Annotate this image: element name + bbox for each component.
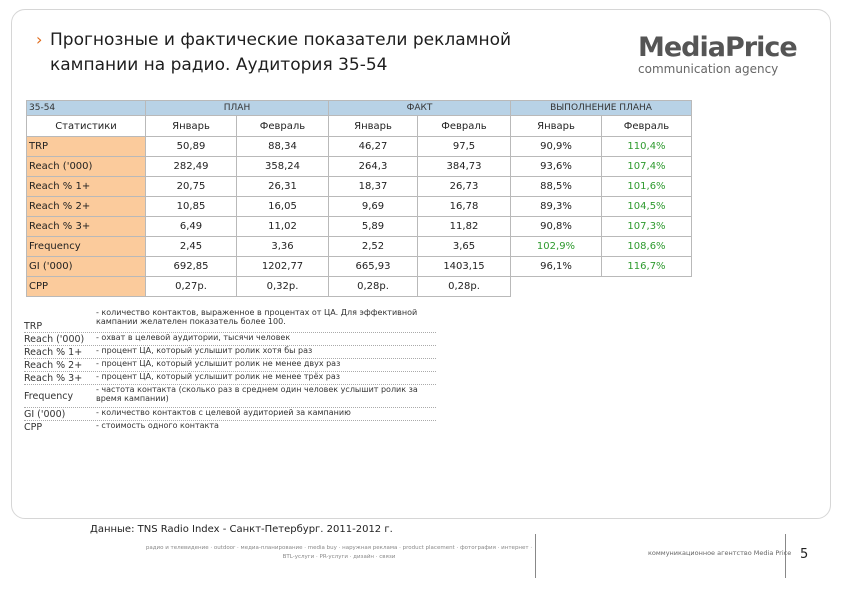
table-cell: 104,5%: [602, 197, 692, 217]
table-header-row: [27, 101, 692, 116]
glossary-item: [24, 372, 436, 385]
header-month: Январь: [329, 116, 418, 137]
table-cell: 93,6%: [511, 157, 602, 177]
header-month: Февраль: [237, 116, 329, 137]
glossary-term: Reach ('000): [24, 334, 85, 345]
table-cell: 97,5: [418, 137, 511, 157]
header-audience: 35-54: [27, 101, 146, 116]
row-label: Reach % 2+: [27, 197, 146, 217]
glossary-item: [24, 333, 436, 346]
table-row: [27, 217, 692, 237]
empty-cell: [511, 277, 602, 297]
footer-divider: [535, 534, 536, 578]
row-label: Reach % 1+: [27, 177, 146, 197]
glossary-term: Frequency: [24, 391, 74, 402]
table-cell: 2,45: [146, 237, 237, 257]
table-row: [27, 177, 692, 197]
footer-agency: коммуникационное агентство Media Price: [648, 549, 792, 557]
row-label: TRP: [27, 137, 146, 157]
table-row: [27, 157, 692, 177]
title-arrow-icon: ›: [36, 30, 43, 49]
table-cell: 110,4%: [602, 137, 692, 157]
table-row: [27, 257, 692, 277]
table-row: [27, 197, 692, 217]
header-month: Январь: [146, 116, 237, 137]
glossary-definition: - количество контактов с целевой аудиторией за кампанию: [96, 408, 351, 417]
data-source: Данные: TNS Radio Index - Санкт-Петербург. 2011-2012 г.: [90, 524, 393, 535]
table-cell: 26,73: [418, 177, 511, 197]
glossary-term: GI ('000): [24, 409, 66, 420]
glossary-term: Reach % 2+: [24, 360, 83, 371]
header-fact: ФАКТ: [329, 101, 511, 116]
table-cell: 89,3%: [511, 197, 602, 217]
table-cell: 0,27р.: [146, 277, 237, 297]
table-subheader-row: [27, 116, 692, 137]
glossary-term: Reach % 3+: [24, 373, 83, 384]
table-cell: 26,31: [237, 177, 329, 197]
media-price-logo: [638, 34, 808, 76]
table-row: [27, 277, 692, 297]
table-row: [27, 137, 692, 157]
logo-main-text: MediaPrice: [638, 32, 797, 63]
table-row: [27, 237, 692, 257]
table-cell: 18,37: [329, 177, 418, 197]
table-cell: 96,1%: [511, 257, 602, 277]
table-cell: 11,02: [237, 217, 329, 237]
glossary-item: [24, 408, 436, 421]
glossary-item: [24, 385, 436, 408]
header-month: Январь: [511, 116, 602, 137]
table-cell: 16,05: [237, 197, 329, 217]
table-cell: 20,75: [146, 177, 237, 197]
glossary-definition: - процент ЦА, который услышит ролик хотя бы раз: [96, 346, 313, 355]
table-cell: 9,69: [329, 197, 418, 217]
table-cell: 0,32р.: [237, 277, 329, 297]
table-cell: 116,7%: [602, 257, 692, 277]
glossary-definition: - количество контактов, выраженное в процентах от ЦА. Для эффективной кампании желателен показатель более 100.: [96, 308, 418, 326]
table-cell: 107,3%: [602, 217, 692, 237]
glossary-item: [24, 421, 436, 433]
table-cell: 90,9%: [511, 137, 602, 157]
table-cell: 282,49: [146, 157, 237, 177]
row-label: Reach % 3+: [27, 217, 146, 237]
glossary-item: [24, 346, 436, 359]
table-cell: 0,28р.: [329, 277, 418, 297]
header-month: Февраль: [418, 116, 511, 137]
glossary-term: CPP: [24, 422, 43, 433]
header-statistics: Статистики: [27, 116, 146, 137]
footer-services: радио и телевидение · outdoor · медиа-планирование · media buy · наружная реклама · product placement · фотография · интернет · BTL-услуги · PR-услуги · дизайн · связи: [145, 545, 533, 560]
page-number: 5: [800, 547, 809, 562]
header-plan: ПЛАН: [146, 101, 329, 116]
glossary-item: [24, 308, 436, 333]
table-cell: 107,4%: [602, 157, 692, 177]
row-label: GI ('000): [27, 257, 146, 277]
header-month: Февраль: [602, 116, 692, 137]
page-title: Прогнозные и фактические показатели рекламной кампании на радио. Аудитория 35-54: [50, 30, 512, 75]
table-cell: 88,34: [237, 137, 329, 157]
glossary-definition: - процент ЦА, который услышит ролик не менее трёх раз: [96, 372, 341, 381]
table-cell: 10,85: [146, 197, 237, 217]
table-cell: 3,65: [418, 237, 511, 257]
table-cell: 102,9%: [511, 237, 602, 257]
table-cell: 3,36: [237, 237, 329, 257]
table-cell: 5,89: [329, 217, 418, 237]
table-cell: 88,5%: [511, 177, 602, 197]
table-cell: 358,24: [237, 157, 329, 177]
table-cell: 50,89: [146, 137, 237, 157]
glossary-definition: - охват в целевой аудитории, тысячи человек: [96, 333, 291, 342]
table-cell: 692,85: [146, 257, 237, 277]
table-cell: 108,6%: [602, 237, 692, 257]
glossary-term: TRP: [24, 321, 43, 332]
logo-sub-text: communication agency: [638, 62, 779, 76]
table-cell: 11,82: [418, 217, 511, 237]
header-completion: ВЫПОЛНЕНИЕ ПЛАНА: [511, 101, 692, 116]
table-cell: 90,8%: [511, 217, 602, 237]
glossary-term: Reach % 1+: [24, 347, 83, 358]
row-label: CPP: [27, 277, 146, 297]
table-cell: 0,28р.: [418, 277, 511, 297]
glossary-item: [24, 359, 436, 372]
table-cell: 2,52: [329, 237, 418, 257]
stats-table: [26, 100, 692, 297]
empty-cell: [602, 277, 692, 297]
row-label: Reach ('000): [27, 157, 146, 177]
table-cell: 101,6%: [602, 177, 692, 197]
table-cell: 46,27: [329, 137, 418, 157]
table-cell: 264,3: [329, 157, 418, 177]
table-cell: 1202,77: [237, 257, 329, 277]
table-cell: 16,78: [418, 197, 511, 217]
glossary-definition: - частота контакта (сколько раз в среднем один человек услышит ролик за время кампании): [96, 385, 418, 403]
table-cell: 665,93: [329, 257, 418, 277]
glossary-definition: - стоимость одного контакта: [96, 421, 219, 430]
table-cell: 1403,15: [418, 257, 511, 277]
table-cell: 6,49: [146, 217, 237, 237]
table-cell: 384,73: [418, 157, 511, 177]
glossary: [24, 308, 436, 433]
glossary-definition: - процент ЦА, который услышит ролик не менее двух раз: [96, 359, 341, 368]
row-label: Frequency: [27, 237, 146, 257]
